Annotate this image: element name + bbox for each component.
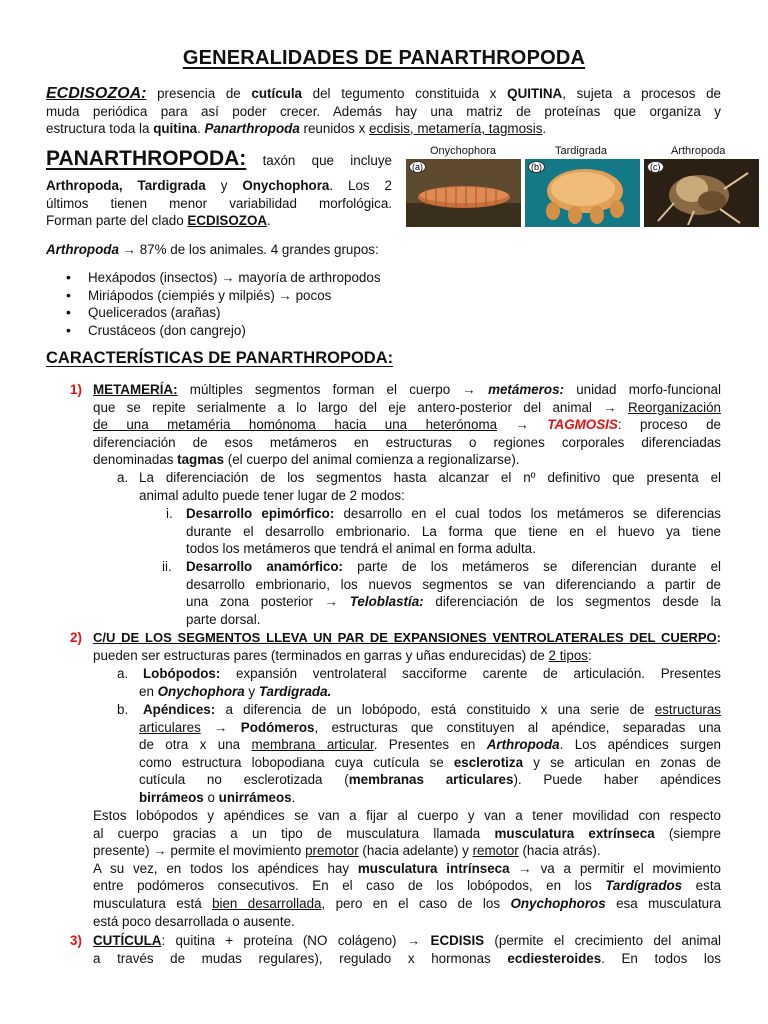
ecdisozoa-label: ECDISOZOA: — [46, 85, 147, 102]
onychophora-photo — [406, 159, 521, 227]
item-1-metameria: METAMERÍA: múltiples segmentos forman el cuerpo → metámeros: unidad morfo-funcional que se repite serialmente a lo largo del eje antero-posterior del animal → Reorganización de una metaméria homónoma hacia una heterónoma → TAGMOSIS: proceso de diferenciación de esos metámeros en estructuras o regiones corporales diferenciadas denominadas tagmas (el cuerpo del animal comienza a regionalizarse). — [93, 382, 721, 468]
list-item: • Miriápodos (ciempiés y milpiés) → pocos — [46, 287, 646, 305]
item-2a-text: Lobópodos: expansión ventrolateral sacciforme carente de articulación. Presentes en Onychophora y Tardigrada. — [139, 666, 721, 699]
photo-tag-b: (b) — [528, 161, 545, 173]
groups-list — [46, 269, 646, 339]
item-1ai-label: i. — [166, 506, 173, 521]
photo-label-arthropoda: Arthropoda — [671, 145, 726, 157]
item-2a-label: a. — [117, 666, 129, 681]
photo-label-tardigrada: Tardigrada — [555, 145, 607, 157]
ecdisozoa-paragraph: ECDISOZOA: presencia de cutícula del tegumento constituida x QUITINA, sujeta a procesos de muda periódica para así poder crecer. Además hay una matriz de proteínas que organiza y estructura toda la quitina. Panarthropoda reunidos x ecdisis, metamería, tagmosis. — [46, 85, 721, 137]
panarthropoda-label: PANARTHROPODA: — [46, 147, 247, 170]
list-item: • Hexápodos (insectos) → mayoría de arthropodos — [46, 269, 646, 287]
photo-tag-a: (a) — [409, 161, 426, 173]
page-title: GENERALIDADES DE PANARTHROPODA — [182, 47, 586, 69]
list-item: • Quelicerados (arañas) — [46, 304, 646, 322]
item-2b-text: Apéndices: a diferencia de un lobópodo, está constituido x una serie de estructuras articulares → Podómeros, estructuras que constituyen al apéndice, separadas una de otra x una membrana articular. Presentes en Arthropoda. Los apéndices surgen como estructura lobopodiana cuya cutícula se esclerotiza y se articulan en zonas de cutícula no esclerotizada (membranas articulares). Puede haber apéndices birrámeos o unirrámeos. — [139, 702, 721, 805]
item-3-cuticula: CUTÍCULA: quitina + proteína (NO colágeno) → ECDISIS (permite el crecimiento del animal a través de mudas regulares), regulado x hormonas ecdiesteroides. En todos los — [93, 933, 722, 966]
item-2-musculature-paragraph: Estos lobópodos y apéndices se van a fijar al cuerpo y van a tener movilidad con respecto al cuerpo gracias a un tipo de musculatura llamada musculatura extrínseca (siempre presente) → permite el movimiento premotor (hacia adelante) y remotor (hacia atrás). A su vez, en todos los apéndices hay musculatura intrínseca → va a permitir el movimiento entre podómeros consecutivos. En el caso de los lobópodos, en los Tardígrados esta musculatura está bien desarrollada, pero en el caso de los Onychophoros esa musculatura está poco desarrollada o ausente. — [93, 808, 722, 929]
panarthropoda-paragraph: PANARTHROPODA: taxón que incluye Arthropoda, Tardigrada y Onychophora. Los 2 últimos tienen menor variabilidad morfológica. Forman parte del clado ECDISOZOA. — [46, 147, 392, 229]
item-1-number: 1) — [70, 382, 82, 397]
arthropoda-photo — [644, 159, 759, 227]
photo-label-onychophora: Onychophora — [430, 145, 497, 157]
photo-strip — [406, 142, 758, 230]
item-1aii-label: ii. — [162, 559, 172, 574]
arthropoda-line: Arthropoda → 87% de los animales. 4 grandes grupos: — [46, 242, 379, 257]
tardigrada-photo — [525, 159, 640, 227]
list-item: • Crustáceos (don cangrejo) — [46, 322, 646, 340]
item-3-number: 3) — [70, 933, 82, 948]
item-2-number: 2) — [70, 630, 82, 645]
item-1a-label: a. — [117, 470, 129, 485]
item-1aii-text: Desarrollo anamórfico: parte de los metámeros se diferencian durante el desarrollo embrionario, los nuevos segmentos se van diferenciando a partir de una zona posterior → Teloblastía: diferenciación de los segmentos desde la parte dorsal. — [186, 559, 721, 627]
section-heading: CARACTERÍSTICAS DE PANARTHROPODA: — [46, 349, 394, 367]
item-2b-label: b. — [117, 702, 129, 717]
item-1a-text: La diferenciación de los segmentos hasta alcanzar el nº definitivo que presenta el animal adulto puede tener lugar de 2 modos: — [139, 470, 721, 503]
item-2-header: C/U DE LOS SEGMENTOS LLEVA UN PAR DE EXPANSIONES VENTROLATERALES DEL CUERPO: pueden ser estructuras pares (terminados en garras y uñas endurecidas) de 2 tipos: — [93, 630, 721, 663]
item-1ai-text: Desarrollo epimórfico: desarrollo en el cual todos los metámeros se diferencias durante el desarrollo embrionario. La forma que tiene en el huevo ya tiene todos los metámeros que tendrá el animal en forma adulta. — [186, 506, 721, 557]
photo-tag-c: (c) — [647, 161, 664, 173]
